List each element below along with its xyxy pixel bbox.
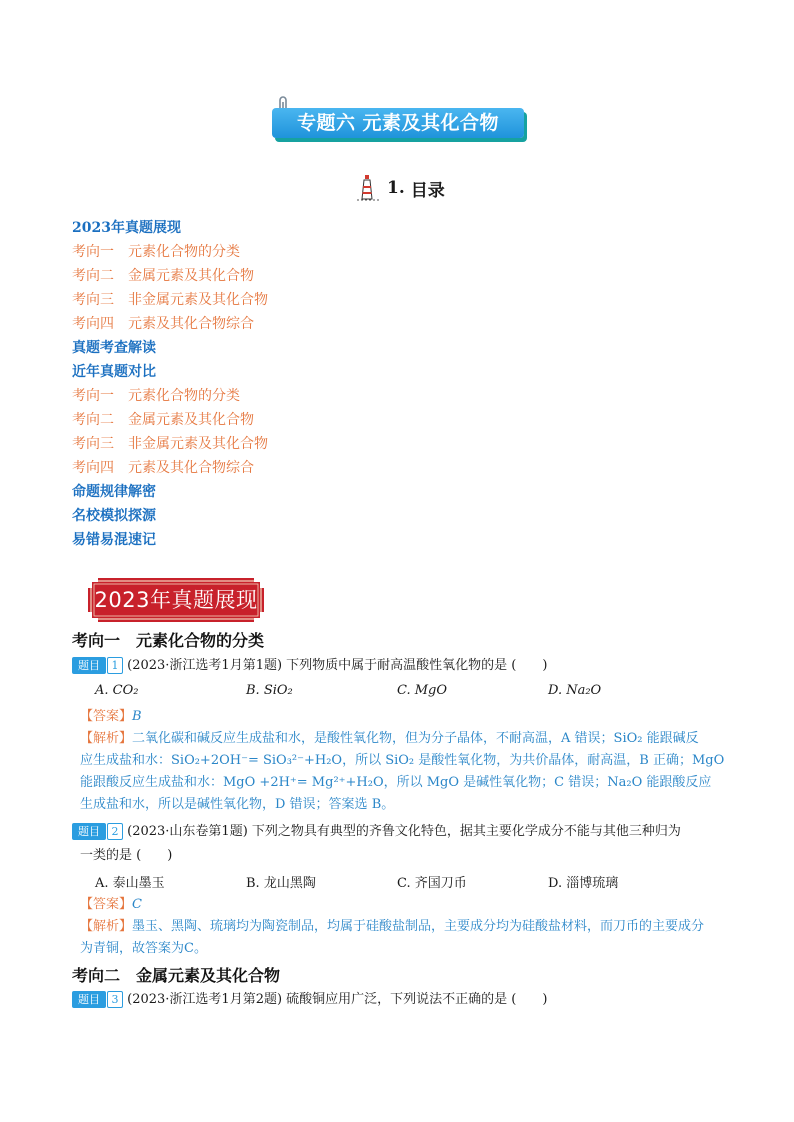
toc-item[interactable]: 考向二 金属元素及其化合物 (72, 268, 254, 284)
toc-item[interactable]: 名校模拟探源 (72, 508, 156, 524)
toc-item[interactable]: 近年真题对比 (72, 364, 156, 380)
toc-item[interactable]: 命题规律解密 (72, 484, 156, 500)
topic-heading: 考向二 金属元素及其化合物 (72, 966, 281, 985)
option-c[interactable]: C. 齐国刀币 (397, 876, 467, 891)
page-title: 专题六 元素及其化合物 (272, 108, 524, 138)
analysis-line: 能跟酸反应生成盐和水：MgO +2H⁺= Mg²⁺+H₂O，所以 MgO 是碱性氧化物；C 错误；Na₂O 能跟酸反应 (80, 775, 712, 790)
question-stem: (2023·浙江选考1月第1题) 下列物质中属于耐高温酸性氧化物的是 ( ) (127, 658, 548, 673)
analysis-line: 二氧化碳和碱反应生成盐和水，是酸性氧化物，但为分子晶体，不耐高温，A 错误；SiO₂ 能跟碱反 (132, 731, 699, 746)
question-number: 2 (107, 823, 123, 840)
question-tag: 题目 (72, 823, 106, 840)
table-of-contents (72, 216, 268, 552)
answer-label: 【答案】 (80, 709, 133, 724)
analysis-label: 【解析】 (80, 919, 133, 934)
toc-item[interactable]: 真题考查解读 (72, 340, 156, 356)
toc-item[interactable]: 考向一 元素化合物的分类 (72, 244, 240, 260)
toc-number: 1. (387, 178, 405, 198)
analysis-label: 【解析】 (80, 731, 133, 746)
answer-2 (80, 894, 142, 916)
option-a[interactable]: A. CO₂ (95, 683, 139, 698)
analysis-line: 墨玉、黑陶、琉璃均为陶瓷制品，均属于硅酸盐制品，主要成分均为硅酸盐材料，而刀币的主要成分 (132, 919, 705, 934)
section-banner (88, 578, 264, 622)
option-d[interactable]: D. Na₂O (548, 683, 602, 698)
lighthouse-icon (355, 173, 381, 203)
answer-label: 【答案】 (80, 897, 133, 912)
toc-heading (355, 174, 445, 202)
question-stem: (2023·浙江选考1月第2题) 硫酸铜应用广泛，下列说法不正确的是 ( ) (127, 992, 548, 1007)
toc-label: 目录 (410, 180, 445, 201)
analysis-line: 为青铜，故答案为C。 (80, 941, 207, 956)
toc-item[interactable]: 考向四 元素及其化合物综合 (72, 460, 254, 476)
topic-heading: 考向一 元素化合物的分类 (72, 631, 265, 650)
toc-item[interactable]: 考向一 元素化合物的分类 (72, 388, 240, 404)
analysis-line: 生成盐和水，所以是碱性氧化物，D 错误；答案选 B。 (80, 797, 395, 812)
question-2 (72, 822, 752, 866)
question-stem: (2023·山东卷第1题) 下列之物具有典型的齐鲁文化特色，据其主要化学成分不能与其他三种归为 (127, 824, 681, 839)
toc-item[interactable]: 易错易混速记 (72, 532, 156, 548)
option-a[interactable]: A. 泰山墨玉 (95, 876, 165, 891)
answer-value: C (132, 897, 142, 912)
question-stem-cont: 一类的是 ( ) (80, 848, 173, 863)
option-b[interactable]: B. SiO₂ (246, 683, 293, 698)
question-tag: 题目 (72, 991, 106, 1008)
toc-item[interactable]: 2023年真题展现 (72, 220, 181, 236)
toc-item[interactable]: 考向三 非金属元素及其化合物 (72, 292, 268, 308)
question-tag: 题目 (72, 657, 106, 674)
question-3 (72, 990, 547, 1010)
question-1-options (95, 683, 699, 698)
toc-item[interactable]: 考向四 元素及其化合物综合 (72, 316, 254, 332)
answer-value: B (132, 709, 142, 724)
analysis-line: 应生成盐和水：SiO₂+2OH⁻= SiO₃²⁻+H₂O，所以 SiO₂ 是酸性氧化物，为共价晶体，耐高温，B 正确；MgO (80, 753, 725, 768)
answer-1 (80, 706, 142, 728)
section-banner-text: 2023年真题展现 (94, 588, 258, 612)
question-2-options (95, 872, 699, 891)
analysis-2 (80, 916, 740, 960)
toc-item[interactable]: 考向二 金属元素及其化合物 (72, 412, 254, 428)
question-number: 1 (107, 657, 123, 674)
toc-item[interactable]: 考向三 非金属元素及其化合物 (72, 436, 268, 452)
question-1 (72, 656, 547, 676)
option-b[interactable]: B. 龙山黑陶 (246, 876, 316, 891)
option-c[interactable]: C. MgO (397, 683, 448, 698)
analysis-1 (80, 728, 740, 816)
option-d[interactable]: D. 淄博琉璃 (548, 876, 619, 891)
question-number: 3 (107, 991, 123, 1008)
